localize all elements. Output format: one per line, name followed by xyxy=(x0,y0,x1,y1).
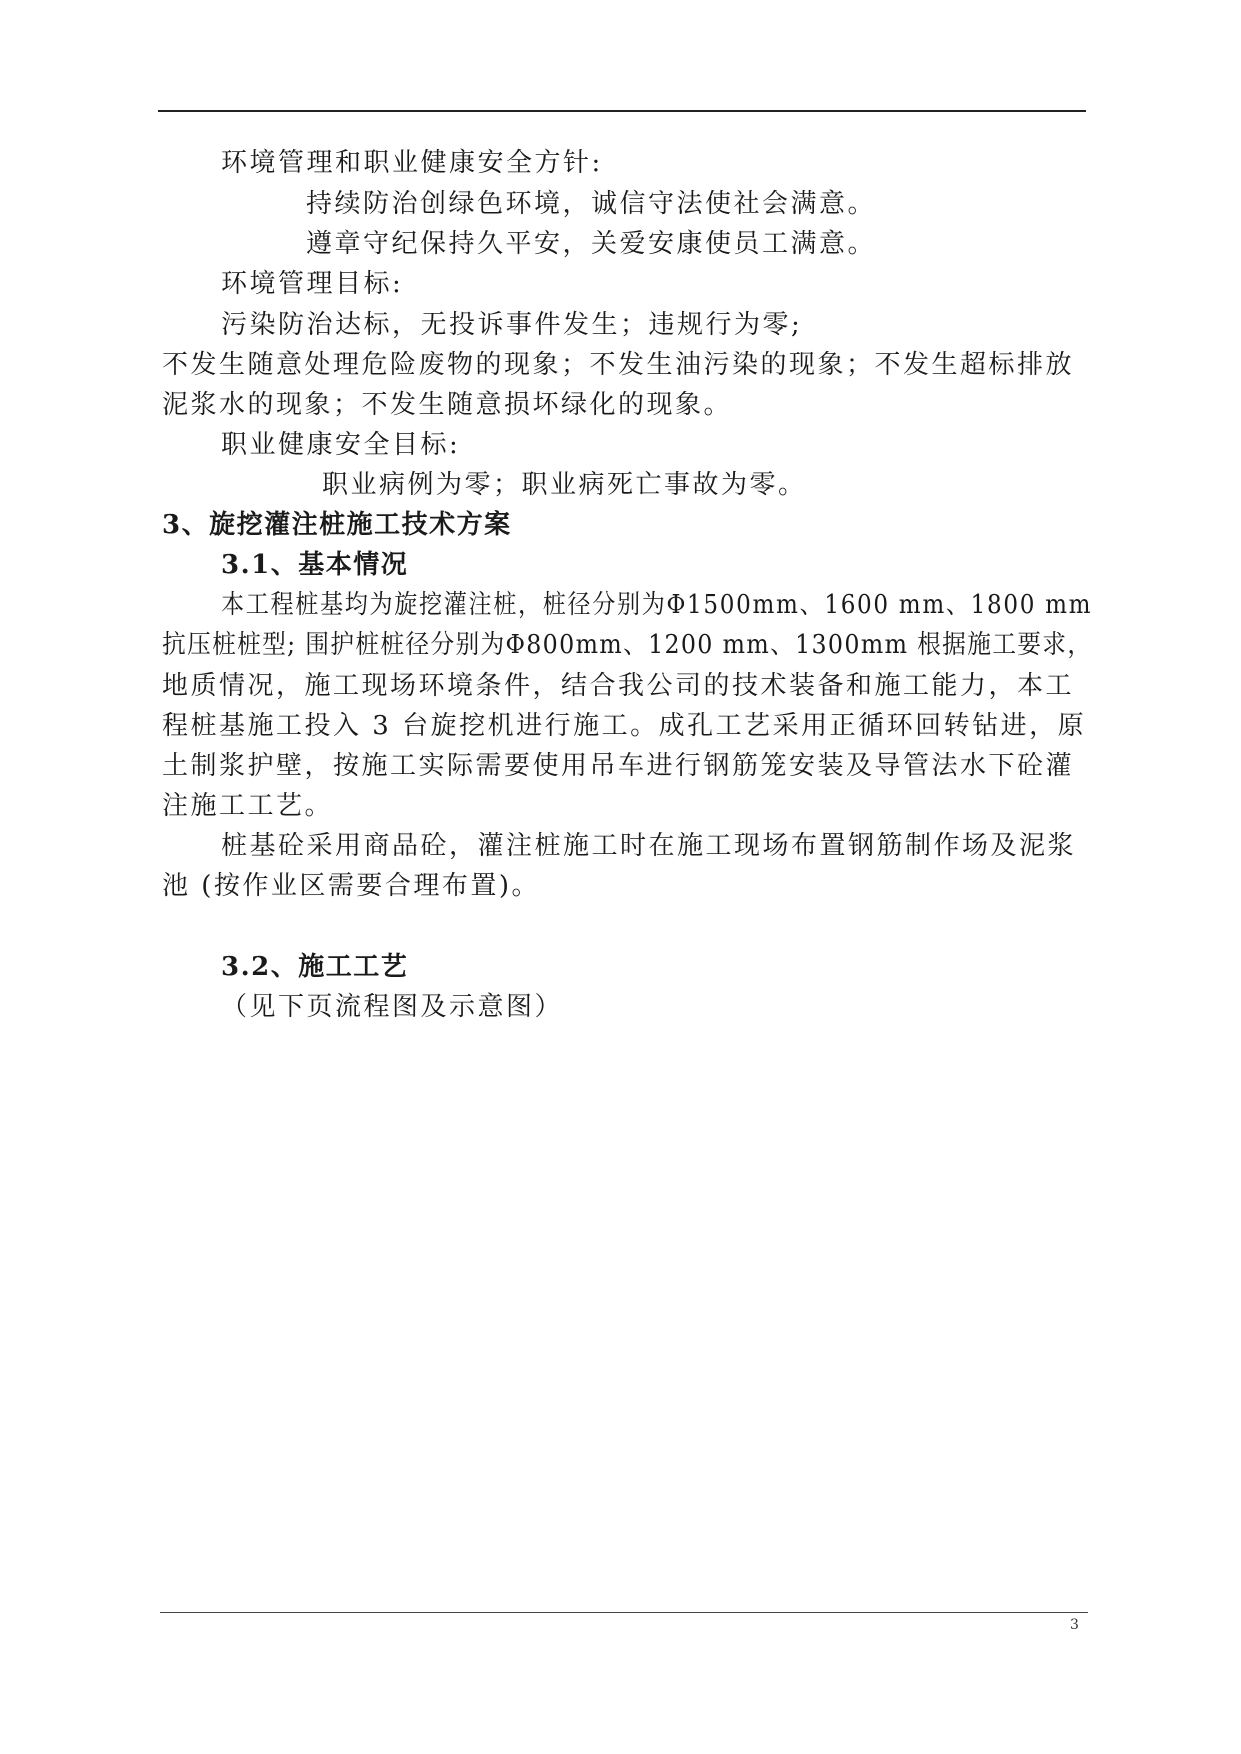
ohs-goal-heading: 职业健康安全目标: xyxy=(221,430,461,460)
ohs-goal-line: 职业病例为零；职业病死亡事故为零。 xyxy=(322,470,807,500)
section-3-2-heading: 3.2、施工工艺 xyxy=(221,952,409,982)
section-3-1-para-1-line-4: 程桩基施工投入 3 台旋挖机进行施工。成孔工艺采用正循环回转钻进，原 xyxy=(162,711,1087,741)
section-3-1-para-1-line-1: 本工程桩基均为旋挖灌注桩，桩径分别为Φ1500mm、1600 mm、1800 mm xyxy=(221,590,1093,620)
header-rule xyxy=(158,110,1086,112)
policy-line-1: 持续防治创绿色环境，诚信守法使社会满意。 xyxy=(306,189,877,219)
page-number: 3 xyxy=(1070,1617,1079,1633)
policy-line-2: 遵章守纪保持久平安，关爱安康使员工满意。 xyxy=(306,229,877,259)
section-3-1-para-2-line-1: 桩基砼采用商品砼，灌注桩施工时在施工现场布置钢筋制作场及泥浆 xyxy=(221,831,1077,861)
env-goal-line-3: 泥浆水的现象；不发生随意损坏绿化的现象。 xyxy=(162,390,733,420)
section-3-1-para-1-line-2: 抗压桩桩型; 围护桩桩径分别为Φ800mm、1200 mm、1300mm 根据施工要求， xyxy=(162,630,1093,660)
env-goal-line-1: 污染防治达标，无投诉事件发生；违规行为零; xyxy=(221,310,803,340)
section-3-heading: 3、旋挖灌注桩施工技术方案 xyxy=(162,510,512,540)
footer-rule xyxy=(160,1612,1088,1613)
section-3-1-para-2-line-2: 池 (按作业区需要合理布置)。 xyxy=(162,871,541,901)
env-goal-line-2: 不发生随意处理危险废物的现象；不发生油污染的现象；不发生超标排放 xyxy=(162,350,1075,380)
env-goal-heading: 环境管理目标: xyxy=(221,269,404,299)
section-3-1-para-1-line-5: 土制浆护壁，按施工实际需要使用吊车进行钢筋笼安装及导管法水下砼灌 xyxy=(162,751,1075,781)
section-3-2-note: （见下页流程图及示意图） xyxy=(221,992,564,1022)
policy-heading: 环境管理和职业健康安全方针: xyxy=(221,148,603,178)
section-3-1-heading: 3.1、基本情况 xyxy=(221,550,409,580)
section-3-1-para-1-line-6: 注施工工艺。 xyxy=(162,791,334,821)
section-3-1-para-1-line-3: 地质情况，施工现场环境条件，结合我公司的技术装备和施工能力，本工 xyxy=(162,671,1075,701)
